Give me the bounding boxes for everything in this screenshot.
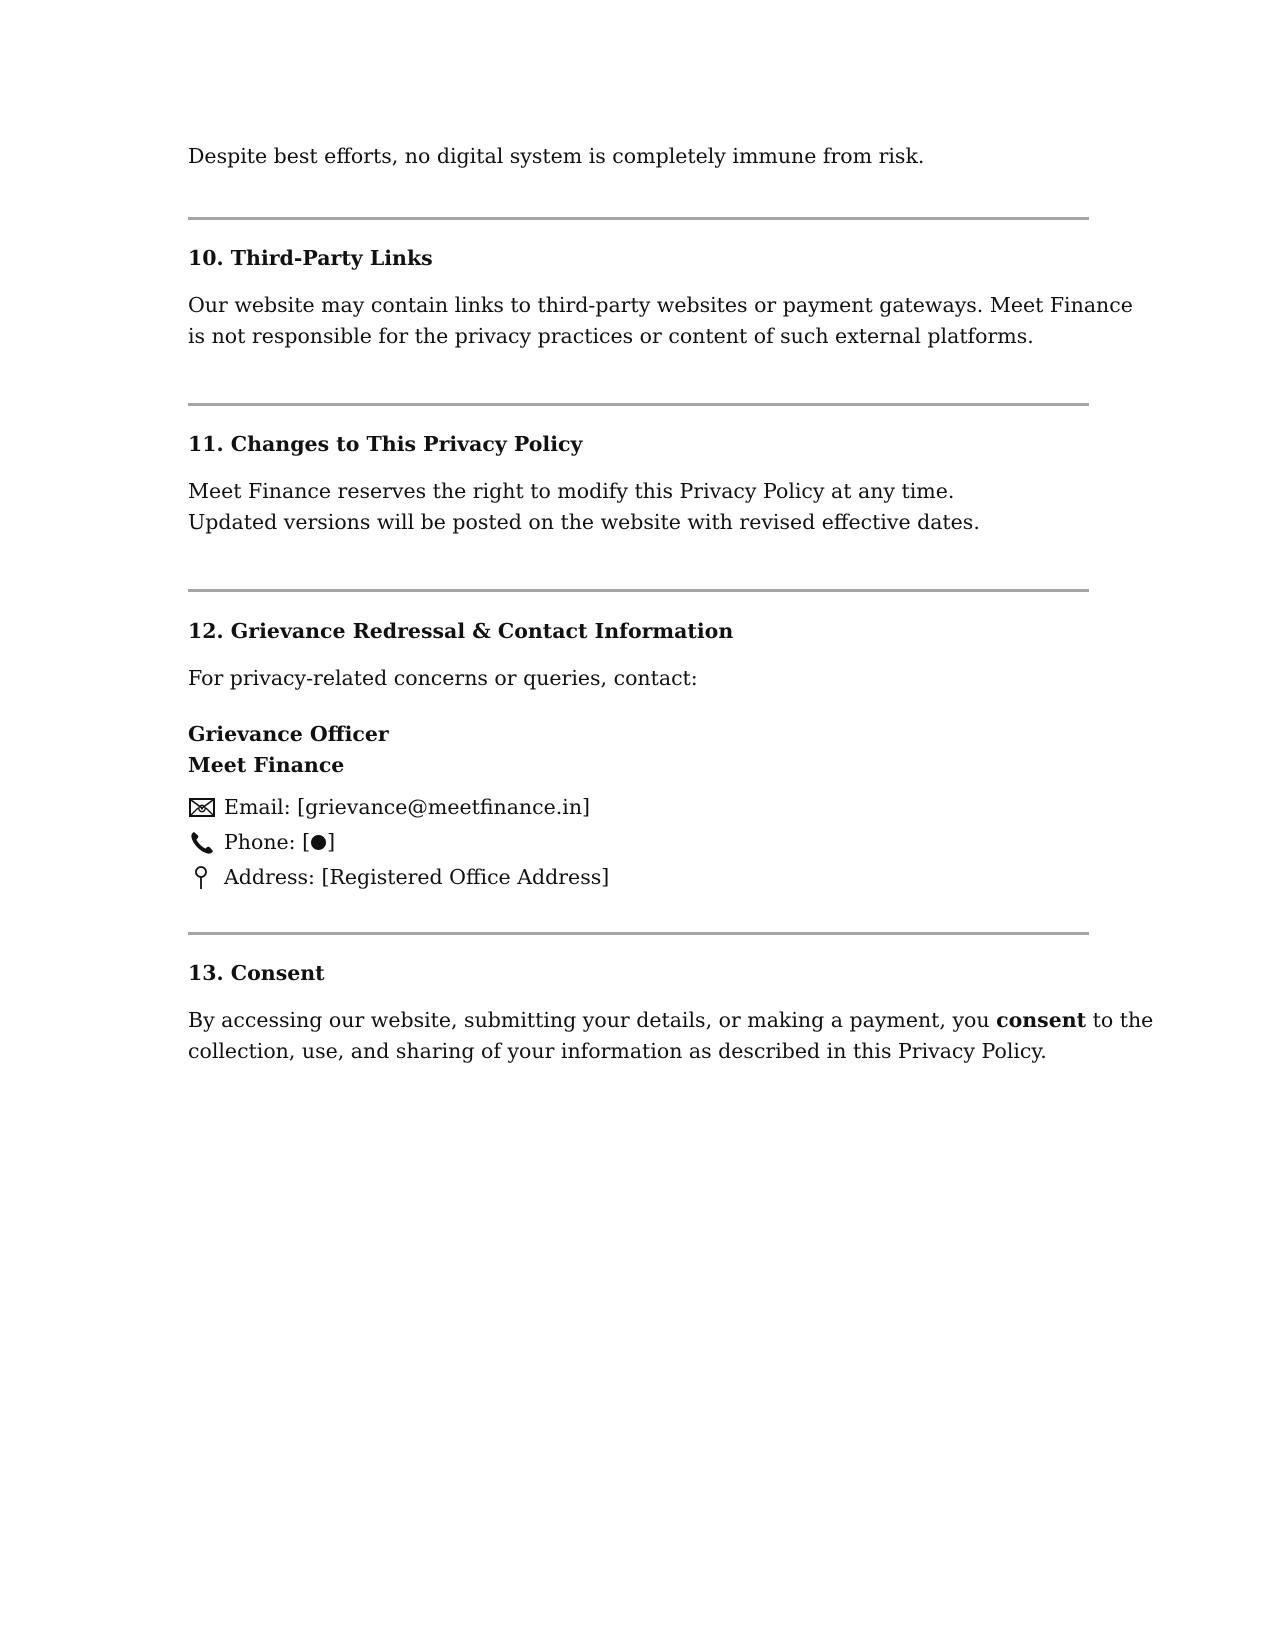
envelope-icon — [188, 794, 216, 822]
intro-paragraph: Despite best efforts, no digital system is completely immune from risk. — [188, 144, 925, 168]
section-10-line-1: Our website may contain links to third-party websites or payment gateways. Meet Finance — [188, 293, 1133, 317]
contact-phone-prefix: Phone: [ — [224, 830, 311, 854]
section-11-heading: 11. Changes to This Privacy Policy — [188, 432, 583, 456]
section-divider — [188, 403, 1089, 406]
grievance-officer-title: Grievance Officer — [188, 722, 389, 746]
section-12-intro: For privacy-related concerns or queries, contact: — [188, 666, 698, 690]
section-11-line-1: Meet Finance reserves the right to modify this Privacy Policy at any time. — [188, 479, 955, 503]
contact-phone-suffix: ] — [327, 830, 336, 854]
contact-address-line — [188, 862, 609, 893]
section-12-heading: 12. Grievance Redressal & Contact Information — [188, 619, 734, 643]
phone-icon — [188, 829, 216, 857]
section-10-line-2: is not responsible for the privacy practices or content of such external platforms. — [188, 324, 1034, 348]
section-13-heading: 13. Consent — [188, 961, 325, 985]
section-13-line-1-end: to the — [1086, 1008, 1154, 1032]
section-13-line-2: collection, use, and sharing of your information as described in this Privacy Policy. — [188, 1039, 1047, 1063]
section-divider — [188, 217, 1089, 220]
contact-phone — [224, 827, 335, 858]
company-name: Meet Finance — [188, 753, 345, 777]
section-10-heading: 10. Third-Party Links — [188, 246, 433, 270]
section-13-line-1-start: By accessing our website, submitting your details, or making a payment, you — [188, 1008, 997, 1032]
contact-phone-line — [188, 827, 335, 858]
consent-emphasis: consent — [996, 1008, 1087, 1032]
section-divider — [188, 589, 1089, 592]
contact-address: Address: [Registered Office Address] — [224, 865, 610, 889]
contact-email-line — [188, 792, 590, 823]
section-13-line-1 — [188, 1005, 1153, 1036]
section-divider — [188, 932, 1089, 935]
redacted-dot-icon — [311, 835, 326, 850]
section-11-line-2: Updated versions will be posted on the website with revised effective dates. — [188, 510, 980, 534]
contact-email: Email: [grievance@meetfinance.in] — [224, 795, 591, 819]
pin-icon — [188, 864, 216, 892]
